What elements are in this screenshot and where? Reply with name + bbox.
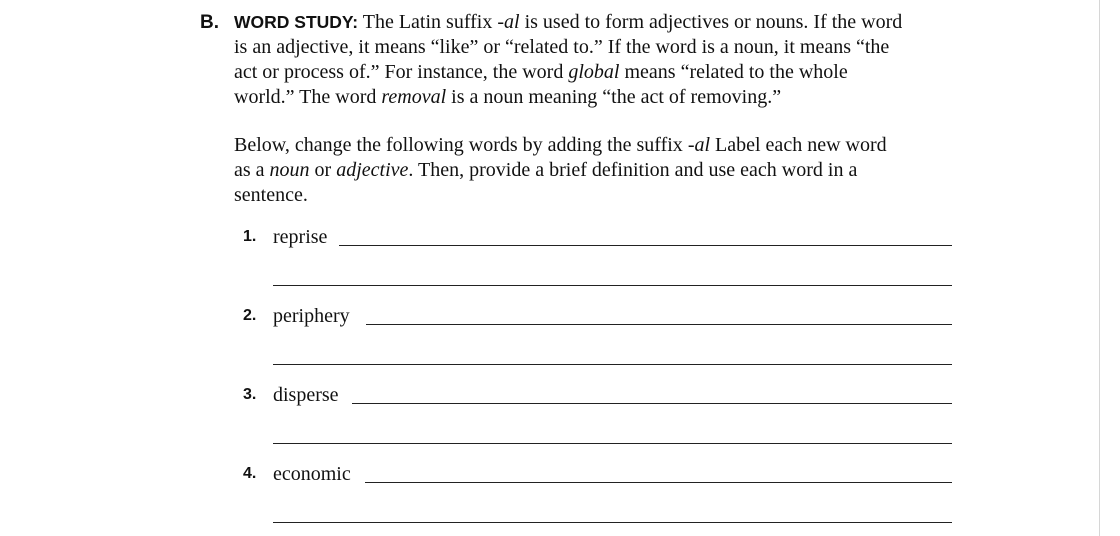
item-number: 3. — [243, 386, 257, 403]
intro-text: The Latin suffix — [358, 11, 498, 33]
intro-text: is used to form adjectives or nouns. If the word — [519, 11, 903, 33]
intro-line-3 — [234, 60, 974, 85]
term-noun: noun — [269, 159, 310, 181]
answer-line[interactable] — [365, 482, 952, 483]
intro-text: world.” The word — [234, 86, 382, 108]
answer-line[interactable] — [339, 245, 952, 246]
answer-line[interactable] — [273, 522, 952, 523]
list-item — [243, 462, 953, 488]
item-number: 2. — [243, 307, 257, 324]
instructions-line-1 — [234, 133, 974, 158]
word-study-heading: WORD STUDY: — [234, 12, 359, 32]
instructions-text: Label each new word — [710, 134, 887, 156]
intro-paragraph — [234, 10, 974, 110]
instructions-text: . Then, provide a brief definition and use each word in a — [408, 159, 858, 181]
instructions-line-3: sentence. — [234, 184, 308, 206]
intro-text: is a noun meaning “the act of removing.” — [446, 86, 782, 108]
list-item — [243, 225, 953, 251]
item-word: economic — [273, 463, 351, 485]
example-word-global: global — [568, 61, 620, 83]
instructions-line-2 — [234, 158, 974, 183]
instructions-paragraph — [234, 133, 974, 208]
list-item — [243, 383, 953, 409]
item-number: 4. — [243, 465, 257, 482]
answer-line[interactable] — [366, 324, 952, 325]
instructions-text: Below, change the following words by adding the suffix — [234, 134, 688, 156]
suffix-al: -al — [497, 11, 520, 33]
answer-line[interactable] — [273, 443, 952, 444]
answer-line[interactable] — [273, 285, 952, 286]
term-adjective: adjective — [336, 159, 409, 181]
answer-line[interactable] — [273, 364, 952, 365]
answer-line[interactable] — [352, 403, 952, 404]
intro-text: act or process of.” For instance, the word — [234, 61, 569, 83]
suffix-al: -al — [687, 134, 711, 156]
intro-line-4 — [234, 85, 974, 110]
item-word: periphery — [273, 305, 350, 327]
section-letter: B. — [200, 12, 219, 33]
instructions-text: as a — [234, 159, 270, 181]
example-word-removal: removal — [381, 86, 447, 108]
instructions-text: or — [309, 159, 337, 181]
item-word: disperse — [273, 384, 339, 406]
list-item — [243, 304, 953, 330]
item-word: reprise — [273, 226, 328, 248]
intro-line-1 — [234, 10, 974, 35]
intro-text: means “related to the whole — [619, 61, 848, 83]
item-number: 1. — [243, 228, 257, 245]
intro-line-2: is an adjective, it means “like” or “related to.” If the word is a noun, it means “the — [234, 36, 890, 58]
